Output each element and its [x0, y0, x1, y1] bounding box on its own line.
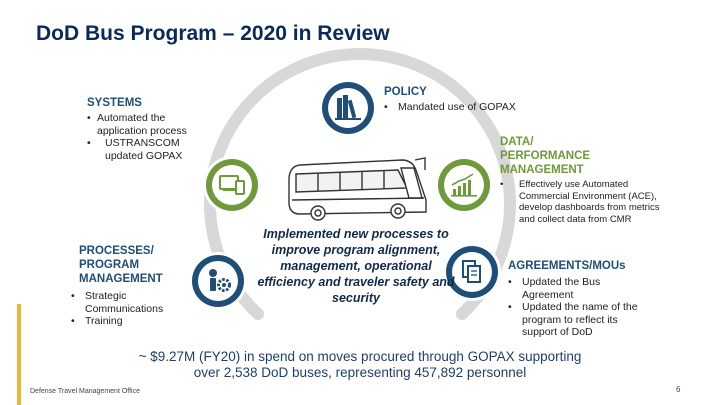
processes-heading-line2: PROGRAM — [79, 259, 140, 271]
systems-item: • Automated the application process — [87, 112, 212, 137]
data-performance-heading-line1: DATA/ — [500, 136, 534, 148]
processes-section — [79, 244, 209, 328]
policy-heading: POLICY — [384, 86, 427, 98]
agreements-heading: AGREEMENTS/MOUs — [508, 260, 626, 272]
accent-bar — [17, 304, 21, 405]
page-number: 6 — [676, 385, 681, 394]
processes-item: • Training — [71, 315, 201, 328]
summary — [100, 349, 620, 381]
summary-line2: over 2,538 DoD buses, representing 457,892 personnel — [193, 365, 527, 380]
footer-organization: Defense Travel Management Office — [30, 388, 140, 395]
agreements-item: • Updated the Bus Agreement — [508, 276, 648, 301]
agreements-section — [508, 259, 648, 339]
bus-illustration — [289, 158, 426, 220]
data-chart-icon — [435, 156, 493, 214]
systems-icon — [203, 156, 261, 214]
processes-heading-line1: PROCESSES/ — [79, 245, 154, 257]
data-performance-item: • Effectively use Automated Commercial Environment (ACE), develop dashboards from metrics and collect data from CMR — [500, 179, 665, 225]
policy-icon — [319, 79, 377, 137]
policy-section — [384, 85, 554, 114]
policy-item: • Mandated use of GOPAX — [384, 101, 554, 114]
systems-heading: SYSTEMS — [87, 97, 142, 109]
systems-item: • USTRANSCOM updated GOPAX — [87, 137, 212, 162]
processes-heading-line3: MANAGEMENT — [79, 273, 163, 285]
data-performance-heading-line2: PERFORMANCE — [500, 150, 591, 162]
summary-line1: ~ $9.27M (FY20) in spend on moves procured through GOPAX supporting — [138, 349, 582, 364]
agreements-item: • Updated the name of the program to reflect its support of DoD — [508, 301, 648, 339]
systems-section — [87, 96, 212, 162]
processes-item: • Strategic Communications — [71, 290, 201, 315]
data-performance-heading-line3: MANAGEMENT — [500, 164, 584, 176]
center-statement: Implemented new processes to improve program alignment, management, operational efficiency and traveler safety and security — [257, 227, 455, 305]
page-title: DoD Bus Program – 2020 in Review — [36, 22, 390, 45]
data-performance-section — [500, 135, 670, 225]
